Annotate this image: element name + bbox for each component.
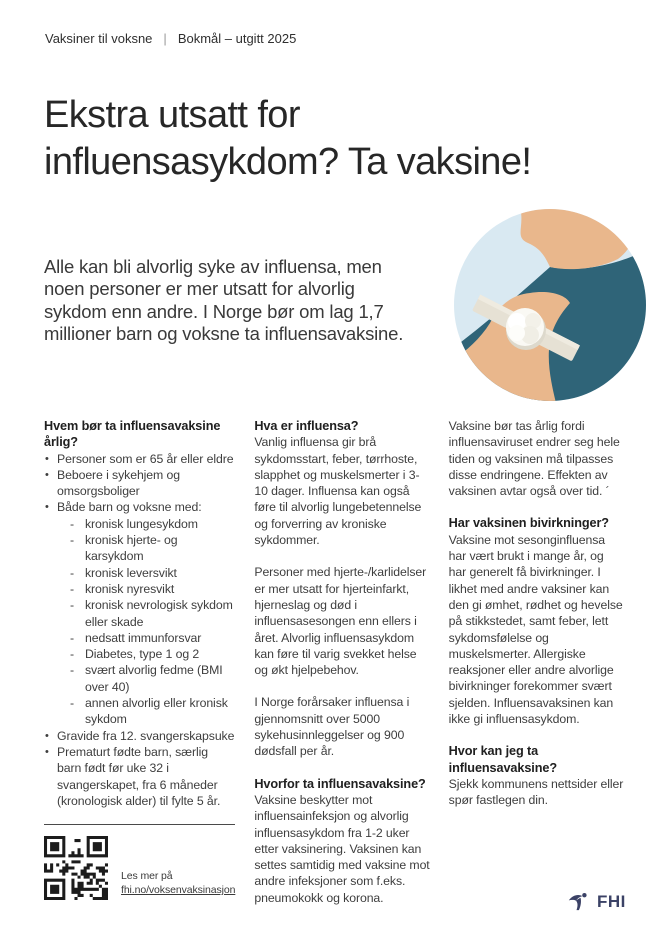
body-paragraph: Vanlig influensa gir brå sykdomsstart, feber, tørrhoste, slapphet og muskelsmerter i 3-10 dager. Influensa kan også føre til alvorlig lungebetennelse og forverring av kroniske sykdommer.	[254, 435, 422, 548]
dash-marker-icon: -	[70, 598, 74, 613]
dash-marker-icon: -	[70, 630, 74, 645]
list-item-text: kronisk lungesykdom	[85, 516, 198, 531]
dash-marker-icon: -	[70, 647, 74, 662]
bullet-marker-icon: •	[45, 452, 49, 465]
dash-marker-icon: -	[70, 696, 74, 711]
list-item-text: nedsatt immunforsvar	[85, 630, 202, 645]
page-title	[44, 92, 624, 186]
body-paragraph: Vaksine mot sesonginfluensa har vært brukt i mange år, og har generelt få bivirkninger. I likhet med andre vaksiner kan den gi ømhet, rødhet og hevelse på stikkstedet, samt feber, lett sykdomsfølelse og muskelsmerter. Allergiske reaksjoner eller andre alvorlige bivirkninger forekommer svært sjelden. Influensavaksinen kan ikke gi influensasykdom.	[448, 532, 623, 727]
vaccination-arm-illustration	[454, 209, 646, 401]
body-paragraph: I Norge forårsaker influensa i gjennomsnitt over 5000 sykehusinnleggelser og 900 dødsfall per år.	[254, 695, 410, 759]
body-paragraph: Vaksine bør tas årlig fordi influensaviruset endrer seg hele tiden og vaksinen må tilpasses disse endringene. Effekten av vaksinen avtar også over tid. ´	[448, 419, 620, 499]
list-item	[44, 451, 235, 467]
list-item	[57, 630, 235, 646]
list-item-text: svært alvorlig fedme (BMI over 40)	[85, 663, 223, 694]
list-item-text: annen alvorlig eller kronisk sykdom	[85, 696, 228, 727]
bullet-marker-icon: •	[45, 501, 49, 514]
column-about-influenza	[254, 418, 429, 906]
dash-marker-icon: -	[70, 516, 74, 531]
list-item	[57, 565, 235, 581]
list-item	[57, 532, 235, 565]
body-paragraph: Personer med hjerte-/karlidelser er mer utsatt for hjerteinfarkt, hjerneslag og død i influensasesongen enn ellers i året. Alvorlig influensasykdom kan føre til varig svekket helse og økt hjelpebehov.	[254, 565, 427, 678]
content-columns	[44, 418, 624, 906]
target-groups-list	[44, 451, 235, 810]
list-item	[57, 516, 235, 532]
list-item-text: kronisk nevrologisk sykdom eller skade	[85, 598, 233, 629]
list-item-text: Beboere i sykehjem og omsorgsboliger	[57, 467, 180, 499]
list-item	[57, 646, 235, 662]
list-item-text: kronisk hjerte- og karsykdom	[85, 533, 178, 564]
dash-marker-icon: -	[70, 663, 74, 678]
section-heading: Hvorfor ta influensavaksine?	[254, 776, 426, 791]
qr-code-svg	[44, 836, 108, 900]
intro-paragraph: Alle kan bli alvorlig syke av influensa, men noen personer er mer utsatt for alvorlig sykdom enn andre. I Norge bør om lag 1,7 millioner barn og voksne ta influensavaksine.	[44, 255, 404, 344]
bullet-marker-icon: •	[45, 729, 49, 742]
section-side-effects	[449, 515, 624, 727]
list-item-text: Prematurt fødte barn, særlig barn født før uke 32 i svangerskapet, fra 6 måneder (kronologisk alder) til fylte 5 år.	[57, 744, 221, 808]
list-item-text: kronisk leversvikt	[85, 565, 177, 580]
dash-marker-icon: -	[70, 565, 74, 580]
section-annual-vaccination	[449, 418, 624, 499]
list-item	[57, 597, 235, 630]
section-why-vaccinate	[254, 776, 429, 906]
page-title-line1: Ekstra utsatt for	[44, 94, 300, 136]
section-heading: Hva er influensa?	[254, 419, 359, 433]
chronic-conditions-sublist	[57, 516, 235, 728]
list-item-text: kronisk nyresvikt	[85, 581, 175, 596]
column-side-effects-where	[449, 418, 624, 906]
section-heading: Hvor kan jeg ta influensavaksine?	[448, 744, 557, 775]
qr-block	[44, 836, 235, 900]
series-label: Vaksiner til voksne	[45, 31, 153, 46]
fhi-logo	[568, 891, 626, 913]
arm-cotton-ball-illustration-svg	[454, 209, 646, 401]
page-meta-header	[45, 31, 296, 46]
list-item	[57, 695, 235, 728]
body-paragraph: Sjekk kommunens nettsider eller spør fastlegen din.	[448, 776, 624, 808]
list-item-text: Personer som er 65 år eller eldre	[57, 451, 234, 466]
meta-separator: |	[163, 31, 167, 46]
edition-label: Bokmål – utgitt 2025	[177, 31, 297, 46]
body-paragraph: Vaksine beskytter mot influensainfeksjon og alvorlig influensasykdom fra 1-2 uker etter vaksinering. Vaksinen kan settes samtidig med vaksine mot andre infeksjoner som f.eks. pneumokokk og korona.	[254, 792, 430, 905]
list-item-text: Gravide fra 12. svangerskapsuke	[57, 728, 235, 743]
list-item	[44, 499, 235, 727]
list-item-text: Diabetes, type 1 og 2	[85, 647, 200, 662]
list-item	[44, 728, 235, 744]
qr-caption-text: Les mer på	[121, 870, 173, 883]
list-item	[57, 581, 235, 597]
bullet-marker-icon: •	[45, 468, 49, 481]
footer-divider	[44, 824, 235, 825]
list-item	[57, 662, 235, 695]
qr-code	[44, 836, 108, 900]
qr-link[interactable]: fhi.no/voksenvaksinasjon	[121, 884, 236, 897]
section-where-to-vaccinate	[449, 743, 624, 808]
section-heading: Har vaksinen bivirkninger?	[448, 516, 609, 531]
column-who-should-vaccinate	[44, 418, 235, 906]
fhi-swallow-icon	[568, 891, 592, 913]
col1-heading: Hvem bør ta influensavaksine årlig?	[44, 419, 221, 450]
qr-caption	[121, 869, 235, 900]
bullet-marker-icon: •	[45, 745, 49, 758]
fhi-logo-text: FHI	[597, 892, 626, 911]
page-title-line2: influensasykdom? Ta vaksine!	[44, 141, 532, 183]
list-item-text: Både barn og voksne med:	[57, 500, 202, 515]
dash-marker-icon: -	[70, 581, 74, 596]
list-item	[44, 467, 235, 500]
dash-marker-icon: -	[70, 533, 74, 548]
list-item	[44, 744, 235, 809]
section-what-is-influenza	[254, 418, 429, 760]
